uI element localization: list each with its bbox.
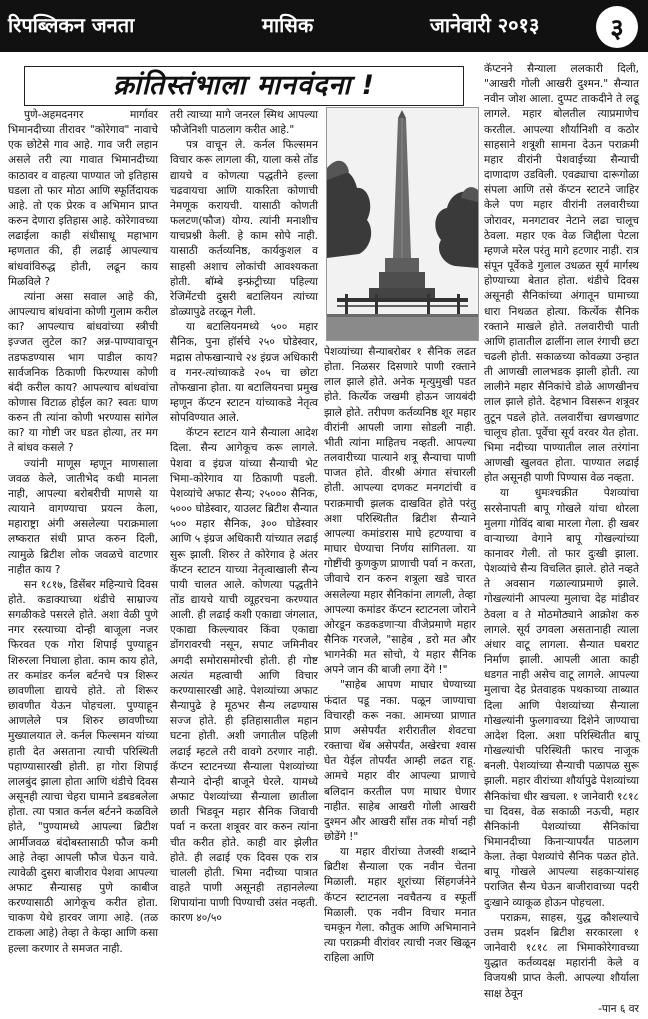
article-title: क्रांतिस्तंभाला मानवंदना ! [113,70,375,101]
paragraph: पराक्रम, साहस, युद्ध कौशल्याचे उत्तम प्रदर्शन ब्रिटीश सरकारला १ जानेवारी १८१८ ला भिमाकोरेगावच्या युद्धात कर्तव्यदक्ष महारांनी केले व विजयश्री प्राप्त केली. आपल्या शौर्याला साक्ष ठेवून [484,911,639,1000]
paragraph: पुणे-अहमदनगर मार्गावर भिमानदीच्या तीरावर "कोरेगाव" नावाचे एक छोटेसे गाव आहे. गाव जरी लहान असले तरी त्या गावात भिमानदीच्या काठावर व वाहत्या पाण्यात जो इतिहास घडला तो फार मोठा आणि स्फूर्तिदायक आहे. तो एक प्रेरक व अभिमान प्राप्त करुन देणारा इतिहास आहे. कोरेगावच्या लढाईला काही संधीसाधू महाभाग म्हणतात की, ही लढाई आपल्याच बांधवांविरुद्ध होती, लढून काय मिळविले ? [8,109,158,288]
victory-pillar-photo-icon [326,107,479,341]
paragraph: त्यांना असा सवाल आहे की, आपल्याच बांधवांना कोणी गुलाम करील का? आपल्याच बांधवांच्या स्त्रीची इज्जत लुटेल का? अन्न-पाण्यावाचून तडफडण्यास भाग पाडील काय? सार्वजनिक ठिकाणी फिरण्यास कोणी बंदी करील काय? आपल्याच बांधवांचा कोणास विटाळ होईल का? स्वतः घाण करुन ती त्यांना कोणी भरण्यास सांगेल का? या गोष्टी जर घडत होत्या, तर मग ते बांधव कसले ? [8,290,158,455]
article-column-4 [484,62,639,1017]
paragraph: पत्र वाचून ले. कर्नल फिल्समन विचार करू लागला की, याला कसे तोंड द्यायचे व कोणत्या पद्धतीने हल्ला चढवायचा आणि याकरिता कोणाची नेमणूक करायची. यासाठी कोणती फलटण(फौज) योग्य. त्यांनी मनाशीच याचप्रश्नी केली. हे काम सोपे नाही. यासाठी कर्तव्यनिष्ठ, कार्यकुशल व साहसी अशाच लोकांची आवश्यकता होती. बॉम्बे इन्फ्रंट्रीच्या पहिल्या रेजिमेंटची दुसरी बटालियन त्यांच्या डोळ्यापुढे तरळून गेली. [170,139,318,319]
article-column-2 [170,108,318,926]
publication-frequency: मासिक [262,13,314,37]
paragraph: या बटालियनमध्ये ५०० महार सैनिक, पुना हॉर्सचे २५० घोडेस्वार, मद्रास तोफखान्याचे २४ इंग्रज अधिकारी व गनर-त्यांच्याकडे २०५ चा छोटा तोफखाना होता. या बटालियनचा प्रमुख म्हणून कॅप्टन स्टाटन यांच्याकडे नेतृत्व सोपविण्यात आले. [170,321,318,425]
issue-date: जानेवारी २०१३ [430,13,540,37]
paragraph: या महार वीरांच्या तेजस्वी शब्दाने ब्रिटीश सैन्याला एक नवीन चेतना मिळाली. महार शूरांच्या सिंहगर्जनेने कॅप्टन स्टाटनला नवचैतन्य व स्फूर्ती मिळाली. एक नवीन विचार मनात चमकून गेला. कौतुक आणि अभिमानाने त्या पराक्रमी वीरांवर त्याची नजर खिळून राहिला आणि [324,846,476,965]
paragraph: पेशव्यांच्या सैन्याबरोबर १ सैनिक लढत होता. निळसर दिसणारे पाणी रक्ताने लाल झाले होते. अनेक मृत्युमुखी पडत होते. किर्त्येक जखमी होऊन जायबंदी झाले होते. तरीपण कर्तव्यनिष्ठ शूर महार वीरांनी आपली जागा सोडली नाही. भीती त्यांना माहितच नव्हती. आपल्या तलवारीच्या पात्याने शत्रू सैन्याचा पाणी पाजत होते. वीरश्री अंगात संचारली होती. आपल्या दणकट मनगटांची व पराक्रमाची झलक दाखवित होते परंतु अशा परिस्थितीत ब्रिटीश सैन्याने आपल्या कमांडरास माघे हटण्याचा व माघार घेण्याचा निर्णय सांगितला. या गोष्टींची कुणकुण प्राणाची पर्वा न करता, जीवाचे रान करुन शत्रूला खडे चारत असलेल्या महार सैनिकांना लागली, तेव्हा आपल्या कमांडर कॅप्टन स्टाटनला जोराने ओरडून कडकडणाऱ्या वीजेप्रमाणे महार सैनिक गरजले, "साहेब , डरो मत और भागनेकी मत सोचो, ये महार सैनिक अपने जान की बाजी लगा देंगे !" [324,346,476,677]
paragraph: कॅप्टनने सैन्याला ललकारी दिली, "आखरी गोली आखरी दुश्मन." सैन्यात नवीन जोश आला. दुप्पट ताकदीने ते लढू लागले. महार बोलतील त्याप्रमाणेच करतील. आपल्या शौर्यानिशी व कठोर साहसाने शत्रूशी सामना देऊन पराक्रमी महार वीरांनी पेशवाईच्या सैन्याची दाणादाण उडविली. एवढ्याचा दारूगोळा संपला आणि तसे कॅप्टन स्टाटने जाहिर केले पण महार वीरांनी तलवारीच्या जोरावर, मनगटावर नेटाने लढा चालूच ठेवला. महार एक वेळ जिद्दीला पेटला म्हणजे मरेल परंतु मागे हटणार नाही. रात्र संपून पूर्वेकडे गुलाल उधळत सूर्य मार्गस्थ होण्याच्या बेतात होता. थंडीचे दिवस असूनही सैनिकांच्या अंगातून घामाच्या धारा निथळत होत्या. किर्त्येक सैनिक रक्ताने माखले होते. तलवारीची पाती आणि हातातील ढालींना लाल रंगाची छटा चढली होती. सकाळच्या कोवळ्या उन्हात ती आणखी लालभडक झाली होती. त्या लालीने महार सैनिकांचे डोळे आणखीनच लाल झाले होते. देहभान विसरून शत्रूवर तुटून पडले होते. तलवारींचा खणखणाट चालूच होता. पूर्वेचा सूर्य वरवर येत होता. भिमा नदीच्या पाण्यातील लाल तरंगांना आणखी खुलवत होता. पाण्यात लढाई होत असूनही पाणी पिण्यास वेळ नव्हता. [484,63,639,485]
article-title-box [24,66,464,106]
article-column-1 [8,108,158,957]
publication-name: रिपब्लिकन जनता [8,13,135,37]
pillar-illustration [327,108,478,340]
page-number-badge: ३ [596,6,638,48]
article-column-3 [324,345,476,966]
continued-note: -पान ६ वर [598,1002,639,1015]
paragraph: सन १८१७, डिसेंबर महिन्याचे दिवस होते. कडाक्याच्या थंडीचे साम्राज्य सगळीकडे पसरले होते. अशा वेळी पुणे नगर रस्त्याच्या दोन्ही बाजूला नजर फिरवत एक गोरा शिपाई पुण्याहून शिरुरला निघाला होता. काम काय होते, तर कमांडर कर्नल बर्टनचे पत्र शिरूर छावणीला द्यायचे होते. तो शिरूर छावणीत येऊन पोहचला. पुण्याहून आणलेले पत्र शिरुर छावणीच्या मुख्यालयात ले. कर्नल फिल्समन यांच्या हाती देत असताना त्याची परिस्थिती पहाण्यासारखी होती. हा गोरा शिपाई लालबुंद झाला होता आणि थंडीचे दिवस असूनही त्याचा चेहरा घामाने डबडबलेला होता. त्या पत्रात कर्नल बर्टनने कळविले होते, "पुण्यामध्ये आपल्या ब्रिटीश आर्मीजवळ बंदोबस्तासाठी फौज कमी आहे तेव्हा आपली फौज घेऊन यावे. त्यावेळी दुसरा बाजीराव पेशवा आपल्या अफाट सैन्यासह पुणे काबीज करण्यासाठी आगेकूच करीत होता. चाकण येथे हारवर जागा आहे. (तळ टाकला आहे) तेव्हा ते केव्हा आणि कसा हल्ला करणार ते समजत नाही. [8,578,158,955]
paragraph: "साहेब आपण माघार घेण्याच्या फंदात पडू नका. पळून जाण्याचा विचारही करू नका. आमच्या प्राणात प्राण असेपर्यंत शरीरातील शेवटचा रक्ताचा थेंब असेपर्यंत, अखेरचा श्वास घेत येईल तोपर्यंत आम्ही लढत राहू. आमचे महार वीर आपल्या प्राणाचे बलिदान करतील पण माघार घेणार नाहीत. साहेब आखरी गोली आखरी दुश्मन और आखरी साँस तक मोर्चा नही छोडेंगे !" [324,679,476,843]
paragraph: ज्यांनी माणूस म्हणून माणसाला जवळ केले, जातीभेद कधी मानला नाही, आपल्या बरोबरीची माणसे या त्यायाने वागण्याचा प्रयत्न केला, महाराष्ट्रा अंगी असलेल्या पराक्रमाला लष्करात संधी प्राप्त करुन दिली, त्यामुळे ब्रिटीश लोक जवळचे वाटणार नाहीत काय ? [8,457,158,576]
masthead-bar [0,0,648,52]
paragraph: कॅप्टन स्टाटन याने सैन्याला आदेश दिला. सैन्य आगेकूच करू लागले. पेशवा व इंग्रज यांच्या सैन्याची भेट भिमा-कोरेगाव या ठिकाणी पडली. पेशव्यांचे अफाट सैन्य; २५००० सैनिक, ५००० घोडेस्वार, याउलट ब्रिटीश सैन्यात ५०० महार सैनिक, ३०० घोडेस्वार आणि ५ इंग्रज अधिकारी यांच्यात लढाई सुरू झाली. शिरुर ते कोरेगाव हे अंतर कॅप्टन स्टाटन याच्या नेतृत्वाखाली सैन्य पायी चालत आले. कोणत्या पद्धतीने तोंड द्यायचे याची व्यूहरचना करण्यात आली. ही लढाई कशी एकाद्या जंगलात, एकाद्या किल्ल्यावर किंवा एकाद्या डोंगरावरची नसून, सपाट जमिनीवर अगदी समोरासमोरची होती. ही गोष्ट अत्यंत महत्वाची आणि विचार करण्यासारखी आहे. पेशव्यांच्या अफाट सैन्यापुढे हे मूठभर सैन्य लढण्यास सज्ज होते. ही इतिहासातील महान घटना होती. अशी जगातील पहिली लढाई म्हटले तरी वावगे ठरणार नाही. कॅप्टन स्टाटनच्या सैन्याला पेशव्यांच्या सैन्याने दोन्ही बाजूने घेरले. यामध्ये अफाट पेशव्यांच्या सैन्याला छातीला छाती भिडवून महार सैनिक जिवाची पर्वा न करता शत्रूवर वार करुन त्यांना चीत करीत होते. काही वार झेलीत होते. ही लढाई एक दिवस एक रात्र चालली होती. भिमा नदीच्या पात्रात वाहते पाणी असूनही तहानलेल्या शिपायांना पाणी पिण्याची उसंत नव्हती. कारण ४०/५० [170,427,318,925]
paragraph: या धुमःश्चक्रीत पेशव्यांचा सरसेनापती बापू गोखले यांचा थोरला मुलगा गोविंद बाबा मारला गेला. ही खबर वाऱ्याच्या वेगाने बापू गोखल्यांच्या कानावर गेली. तो फार दुःखी झाला. पेशव्यांचे सैन्य विचलित झाले. होते नव्हते ते अवसान गळाल्याप्रमाणे झाले. गोखल्यांनी आपल्या मुलाचा देह मांडीवर ठेवला व ते मोठमोठ्याने आक्रोश करु लागले. सूर्य उगवला असतानाही त्याला अंधार वाटू लागला. सैन्यात घबराट निर्माण झाली. आपली आता काही धडगत नाही असेच वाटू लागले. आपल्या मुलाचा देह प्रेतवाहक पथकाच्या ताब्यात दिला आणि पेशव्यांच्या सैन्याला गोखल्यांनी फुलगावच्या दिशेने जाण्याचा आदेश दिला. अशा परिस्थितीत बापू गोखल्यांची परिस्थिती फारच नाजूक बनली. पेशव्यांच्या सैन्याची पळापळ सुरू झाली. महार वीरांच्या शौर्यापुढे पेशव्यांच्या सैनिकांचा धीर खचला. १ जानेवारी १८१८ चा दिवस, वेळ सकाळी नऊची, महार सैनिकांनी पेशव्यांच्या सैनिकांचा भिमानदीच्या किनाऱ्यापर्यंत पाठलाग केला. तेव्हा पेशव्यांचे सैनिक पळत होते. बापू गोखले आपल्या सहकाऱ्यांसह पराजित सैन्य घेऊन बाजीरावाच्या पदरी दुःखाने व्याकूळ होऊन पोहचला. [484,487,639,909]
paragraph: तरी त्याच्या मागे जनरल स्मिथ आपल्या फौजेनिशी पाठलाग करीत आहे." [170,109,318,137]
